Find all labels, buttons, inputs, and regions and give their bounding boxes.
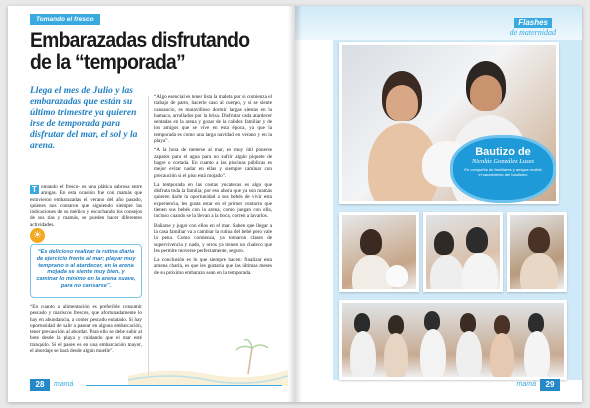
page-number: 28 [30, 379, 50, 391]
body-paragraph: Bañarse y jugar con ellos en el mar. Saben que llegar a la casa familiar va a cambiar la rutina del bebé pero vale la pena. Como comienza, ya tomaron clases de supervivencia y nado, y otros ya tienen un chaleco que les permite moverse perfectamente, seguro. [154, 222, 272, 254]
pull-quote: “Es delicioso realizar la rutina diaria de ejercicio frente al mar; playar muy temprano o al atardecer, en la arena mojada se siente muy bien, y caminar lo mínimo en la arena suave, para no cansarse”. [30, 244, 142, 298]
photo-guests-1 [339, 212, 419, 292]
magazine-name: mamá [54, 381, 74, 388]
section-subtitle: de maternidad [509, 28, 556, 37]
body-paragraph: La temporada en las costas yucatecas es algo que disfruta toda la familia, por eso ahora que ya son mamás quieren darle la oportunidad a sus bebés de vivir esta experiencia, les gusta estar en el primer contacto que tienen sus bebés con la arena, como juegan con ella, incluso cuando se la llevan a la boca, corren a lavarlos. [154, 181, 272, 220]
lede-paragraph: Llega el mes de Julio y las embarazadas que están su último trimestre ya quieren irse de temporada para disfrutar del mar, el sol y la arena. [30, 86, 138, 151]
photo-guests-2 [423, 212, 503, 292]
body-paragraph: “Algo esencial es tener lista la maleta por si comienza el trabajo de parto, hacerle caso al cuerpo, y si se siente cansancio, es maravilloso dormir largas siestas en la hamaca, arrullados por la brisa. Disfrutar cada atardecer sentadas en la arena y gozar de la calidez familiar y de los amigos que se vive en esta época, ya que la temporada es como una larga navidad en verano y en la playa”. [154, 94, 272, 145]
badge-caption: En compañía de familiares y amigos recibió el sacramento del bautismo [464, 167, 542, 177]
headline-line-2: de la “temporada” [30, 51, 185, 74]
magazine-spread [8, 6, 582, 402]
left-page [8, 6, 295, 402]
beach-illustration [128, 336, 288, 386]
event-badge [453, 138, 553, 200]
drop-cap: T [30, 185, 39, 194]
spread-gutter [288, 6, 302, 402]
section-title: Flashes [514, 18, 552, 28]
body-column-3: “En cuanto a alimentación es preferible consumir pescado y mariscos frescos, que afortunadamente lo hay en abundancia, a comer pescado enlatado. Si hay oportunidad de salir a pasear en alguna embarcación, tener precaución al abordar. Para ello se debe subir al bote desde la playa y cuidando que el mar esté tranquilo. Si el paseo es en una embarcación mayor, el abordaje se hará desde algún muelle”. [30, 304, 142, 355]
right-page [295, 6, 582, 402]
headline [30, 30, 260, 74]
body-text-1: omando el fresco- es una plática sabrosa entre amigas. En esta ocasión fue con mamás que estuvieron embarazadas el verano del año pasado, quienes nos contaron que siguiendo siempre las indicaciones de su médico y escuchando los consejos de sus tías y mamás, se pueden hacer diferentes actividades. [30, 184, 142, 228]
badge-title: Bautizo de [475, 146, 531, 158]
column-divider [148, 96, 149, 376]
photo-family-group [339, 300, 567, 380]
badge-name: Nicolás González Luses [471, 158, 535, 165]
photo-guests-3 [507, 212, 567, 292]
sun-icon: ☀ [30, 228, 45, 243]
body-paragraph: La conclusión es lo que siempre hacen: finalizar esta amena charla, es que les gustaría que las últimas meses de su próximo embarazo sean en la temporada. [154, 257, 272, 276]
body-column-1 [30, 184, 142, 228]
body-paragraph: “A la hora de meterse al mar, es muy útil ponerse zapatos para el agua para no sufrir algún piquete de bagre o cortada. En cuanto a las piscinas públicas es mejor evitar nadar en ellas y siempre caminar con precaución si el piso está mojado”. [154, 147, 272, 179]
section-tab: Tomando el fresco [30, 14, 100, 25]
footer-rule [86, 385, 282, 386]
magazine-name: mamá [516, 381, 536, 388]
page-number: 29 [540, 379, 560, 391]
headline-line-1: Embarazadas disfrutando [30, 29, 250, 52]
body-column-2 [154, 94, 272, 276]
